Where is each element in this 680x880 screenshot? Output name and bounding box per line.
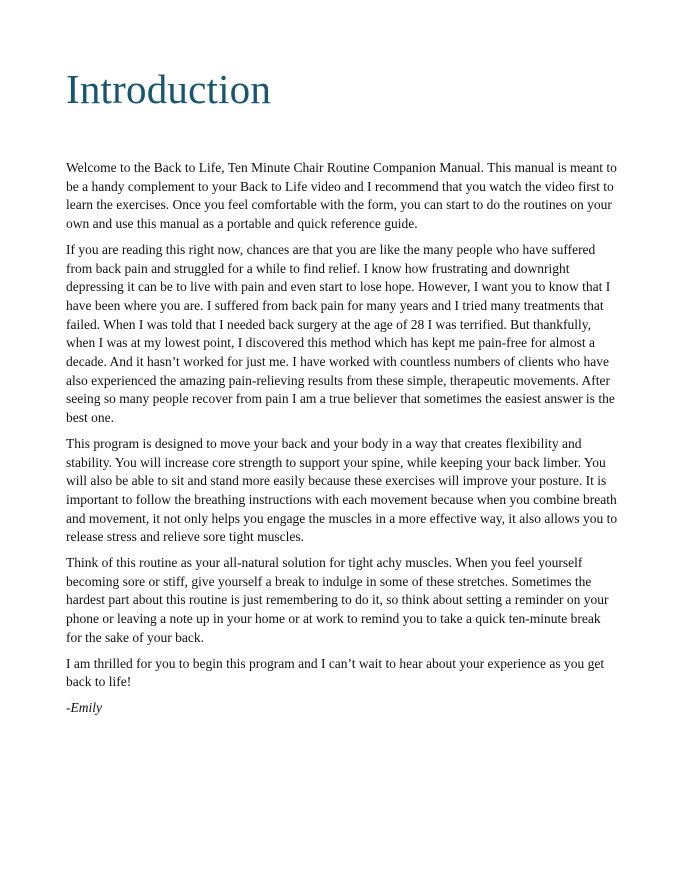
paragraph-welcome: Welcome to the Back to Life, Ten Minute Chair Routine Companion Manual. This manual is meant to be a handy complement to your Back to Life video and I recommend that you watch the video first to learn the exercises. Once you feel comfortable with the form, you can start to do the routines on your own and use this manual as a portable and quick reference guide. [66,160,617,232]
document-page [66,0,618,718]
signature: -Emily [66,699,102,715]
page-title: Introduction [66,66,272,112]
paragraph-back-pain-story: If you are reading this right now, chances are that you are like the many people who have suffered from back pain and struggled for a while to find relief. I know how frustrating and downright depressing it can be to live with pain and even start to lose hope. However, I want you to know that I have been where you are. I suffered from back pain for many years and I tried many treatments that failed. When I was told that I needed back surgery at the age of 28 I was terrified. But thankfully, when I was at my lowest point, I discovered this method which has kept me pain-free for almost a decade. And it hasn’t worked for just me. I have worked with countless numbers of clients who have also experienced the amazing pain-relieving results from these simple, therapeutic movements. After seeing so many people recover from pain I am a true believer that sometimes the easiest answer is the best one. [66,241,615,426]
paragraph-closing: I am thrilled for you to begin this program and I can’t wait to hear about your experience as you get back to life! [66,655,605,690]
body-text [66,159,618,718]
paragraph-routine-reminder: Think of this routine as your all-natural solution for tight achy muscles. When you feel yourself becoming sore or stiff, give yourself a break to indulge in some of these stretches. Sometimes the hardest part about this routine is just remembering to do it, so think about setting a reminder on your phone or leaving a note up in your home or at work to remind you to take a quick ten-minute break for the sake of your back. [66,555,609,645]
paragraph-program-design: This program is designed to move your back and your body in a way that creates flexibility and stability. You will increase core strength to support your spine, while keeping your back limber. You will also be able to sit and stand more easily because these exercises will improve your posture. It is important to follow the breathing instructions with each movement because when you combine breath and movement, it not only helps you engage the muscles in a more effective way, it also allows you to release stress and relieve sore tight muscles. [66,435,618,545]
